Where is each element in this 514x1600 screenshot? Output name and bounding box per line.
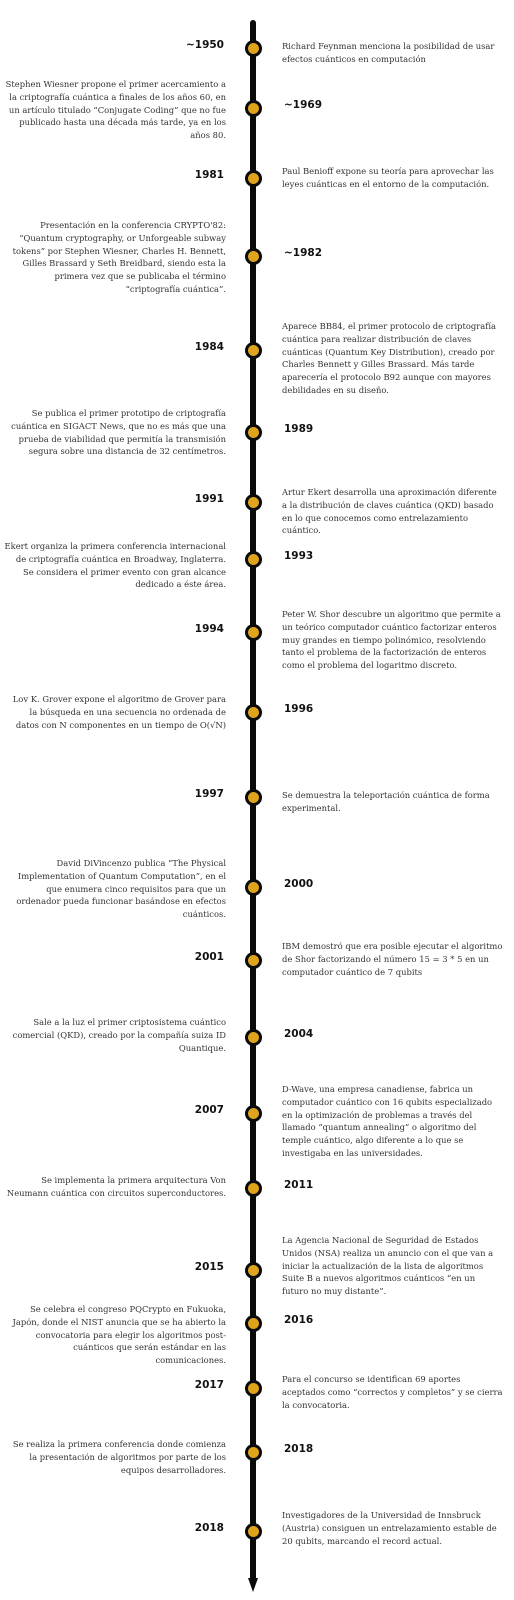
event-description: Peter W. Shor descubre un algoritmo que permite a un teórico computador cuántico factorizar enteros muy grandes en tiempo polinómico, resolviendo tanto el problema de la factorización de enteros como el problema del logaritmo discreto. [282,609,501,671]
event-description: D-Wave, una empresa canadiense, fabrica un computador cuántico con 16 qubits especializado en la optimización de problemas a través del llamado “quantum annealing” o algoritmo del temple cuántico, algo diferente a lo que se investigaba en las universidades. [282,1084,493,1158]
event-description: Lov K. Grover expone el algoritmo de Grover para la búsqueda en una secuencia no ordenada de datos con N componentes en un tiempo de O(√N) [12,694,226,730]
event-year: 2016 [284,1314,314,1326]
event-description: Aparece BB84, el primer protocolo de criptografía cuántica para realizar distribución de claves cuánticas (Quantum Key Distribution), creado por Charles Bennett y Gilles Brassard. Más tarde aparecería el protocolo B92 aunque con mayores debilidades en su diseño. [282,321,497,395]
event-description: Se demuestra la teleportación cuántica de forma experimental. [282,790,490,813]
event-description: Sale a la luz el primer criptosistema cuántico comercial (QKD), creado por la compañía suiza ID Quantique. [12,1017,226,1053]
event-year: 2017 [194,1379,224,1391]
event-description: Se realiza la primera conferencia donde comienza la presentación de algoritmos por parte de los equipos desarrolladores. [12,1439,226,1475]
event-year: 2001 [194,951,224,963]
timeline-marker-dot [245,170,262,187]
timeline-marker-dot [245,952,262,969]
event-description: La Agencia Nacional de Seguridad de Estados Unidos (NSA) realiza un anuncio con el que van a iniciar la actualización de la lista de algoritmos Suite B a nuevos algoritmos cuánticos “en un futuro no muy distante”. [282,1235,494,1297]
event-description: Para el concurso se identifican 69 aportes aceptados como “correctos y completos” y se cierra la convocatoria. [282,1374,503,1410]
event-year: 2004 [284,1028,314,1040]
timeline-marker-dot [245,1315,262,1332]
event-year: ~1982 [284,247,323,259]
event-description: Se celebra el congreso PQCrypto en Fukuoka, Japón, donde el NIST anuncia que se ha abierto la convocatoria para elegir los algoritmos post-cuánticos que serán estándar en las comunicaciones. [12,1304,226,1366]
timeline-marker-dot [245,342,262,359]
event-year: 1997 [194,788,224,800]
timeline-marker-dot [245,879,262,896]
timeline-marker-dot [245,40,262,57]
event-year: 2015 [194,1261,224,1273]
event-year: 2007 [194,1104,224,1116]
event-year: 1994 [194,623,224,635]
event-year: ~1969 [284,99,323,111]
timeline-marker-dot [245,624,262,641]
timeline-marker-dot [245,100,262,117]
timeline-arrow-tip [248,1578,258,1592]
event-description: Se implementa la primera arquitectura Von Neumann cuántica con circuitos superconductores. [6,1175,226,1198]
event-description: Se publica el primer prototipo de criptografía cuántica en SIGACT News, que no es más que una prueba de viabilidad que permitía la transmisión segura sobre una distancia de 32 centímetros. [11,408,226,457]
event-year: 1989 [284,423,314,435]
event-description: Artur Ekert desarrolla una aproximación diferente a la distribución de claves cuántica (QKD) basado en lo que conocemos como entrelazamiento cuántico. [282,487,497,536]
timeline-marker-dot [245,494,262,511]
event-year: 1984 [194,341,224,353]
timeline-marker-dot [245,789,262,806]
event-year: ~1950 [185,39,224,51]
event-year: 1981 [194,169,224,181]
event-description: Richard Feynman menciona la posibilidad de usar efectos cuánticos en computación [282,41,495,64]
timeline-marker-dot [245,248,262,265]
event-description: Presentación en la conferencia CRYPTO'82: “Quantum cryptography, or Unforgeable subway tokens” por Stephen Wiesner, Charles H. Bennett, Gilles Brassard y Seth Breidbard, siendo esta la primera vez que se publicaba el término “criptografía cuántica”. [12,220,226,294]
event-year: 1996 [284,703,314,715]
timeline-marker-dot [245,1180,262,1197]
event-year: 1991 [194,493,224,505]
event-year: 2018 [194,1522,224,1534]
timeline-marker-dot [245,1380,262,1397]
event-description: Ekert organiza la primera conferencia internacional de criptografía cuántica en Broadway, Inglaterra. Se considera el primer evento con gran alcance dedicado a éste área. [4,541,226,590]
event-description: IBM demostró que era posible ejecutar el algoritmo de Shor factorizando el número 15 = 3 * 5 en un computador cuántico de 7 qubits [282,941,503,977]
event-year: 2000 [284,878,314,890]
event-year: 2018 [284,1443,314,1455]
timeline-marker-dot [245,424,262,441]
timeline-marker-dot [245,1444,262,1461]
timeline-marker-dot [245,1523,262,1540]
timeline-marker-dot [245,704,262,721]
event-year: 1993 [284,550,314,562]
timeline-marker-dot [245,1105,262,1122]
event-description: Investigadores de la Universidad de Innsbruck (Austria) consiguen un entrelazamiento estable de 20 qubits, marcando el record actual. [282,1510,497,1546]
event-description: Stephen Wiesner propone el primer acercamiento a la criptografía cuántica a finales de los años 60, en un artículo titulado “Conjugate Coding” que no fue publicado hasta una década más tarde, ya en los años 80. [5,79,226,141]
timeline-marker-dot [245,551,262,568]
event-year: 2011 [284,1179,314,1191]
timeline-marker-dot [245,1029,262,1046]
timeline-marker-dot [245,1262,262,1279]
event-description: Paul Benioff expone su teoría para aprovechar las leyes cuánticas en el entorno de la computación. [282,166,494,189]
event-description: David DiVincenzo publica “The Physical Implementation of Quantum Computation”, en el que enumera cinco requisitos para que un ordenador pueda funcionar basándose en efectos cuánticos. [16,858,226,920]
